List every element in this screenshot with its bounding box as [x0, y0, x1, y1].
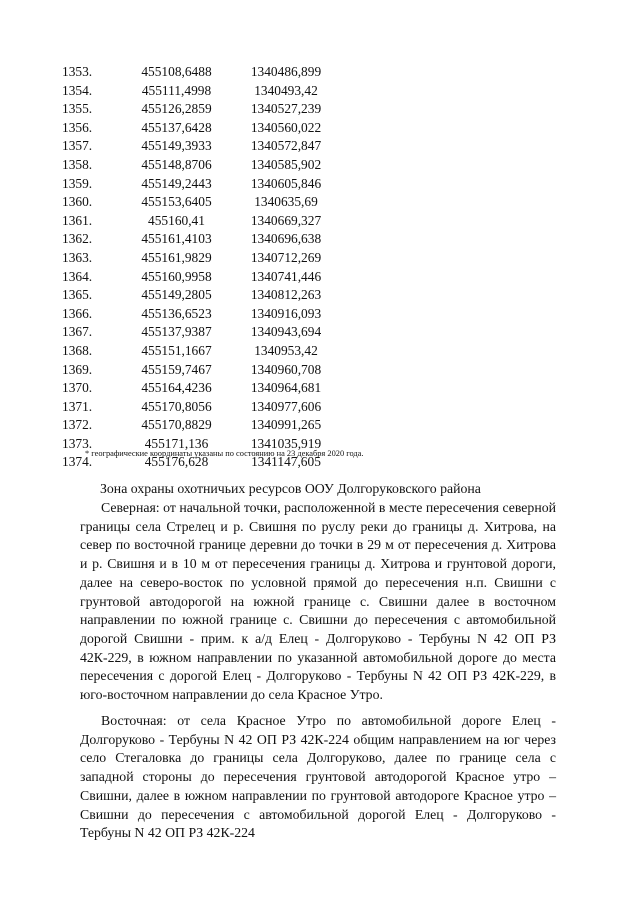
point-number: 1368.: [62, 342, 93, 358]
coordinate-x: 455160,41: [148, 212, 205, 228]
coordinate-x: 455161,4103: [141, 231, 212, 247]
point-number: 1370.: [62, 380, 93, 396]
coordinate-x: 455126,2859: [141, 101, 212, 117]
table-row: [62, 175, 362, 194]
coordinate-y: 1340953,42: [254, 342, 318, 358]
coordinate-y: 1341147,605: [251, 454, 321, 470]
point-number: 1366.: [62, 305, 93, 321]
coordinate-x: 455137,9387: [141, 324, 212, 340]
table-row: [62, 361, 362, 380]
coordinate-y: 1340669,327: [250, 212, 322, 228]
coordinate-y: 1340916,093: [250, 305, 322, 321]
point-number: 1371.: [62, 398, 93, 414]
coordinate-x: 455149,2805: [141, 287, 212, 303]
table-row: [62, 63, 362, 82]
table-row: [62, 323, 362, 342]
coordinate-x: 455170,8056: [141, 398, 212, 414]
coordinate-x: 455111,4998: [141, 82, 212, 98]
coordinate-y: 1340812,263: [250, 287, 322, 303]
coordinate-x: 455151,1667: [141, 342, 212, 358]
footnote: * географические координаты указаны по состоянию на 23 декабря 2020 года.: [85, 449, 364, 458]
table-row: [62, 342, 362, 361]
coordinate-y: 1340977,606: [250, 398, 322, 414]
coordinate-y: 1340560,022: [250, 119, 322, 135]
coordinate-y: 1340943,694: [250, 324, 322, 340]
point-number: 1357.: [62, 138, 93, 154]
coordinate-y: 1340991,265: [250, 417, 322, 433]
table-row: [62, 249, 362, 268]
point-number: 1361.: [62, 212, 93, 228]
point-number: 1355.: [62, 101, 93, 117]
coordinate-x: 455108,6488: [141, 64, 212, 79]
coordinate-y: 1340572,847: [250, 138, 322, 154]
section-title: Зона охраны охотничьих ресурсов ООУ Долгоруковского района: [100, 481, 481, 496]
point-number: 1367.: [62, 324, 93, 340]
coordinate-x: 455137,6428: [141, 119, 212, 135]
point-number: 1369.: [62, 361, 93, 377]
point-number: 1365.: [62, 287, 93, 303]
coordinate-y: 1340605,846: [250, 175, 322, 191]
table-row: [62, 398, 362, 417]
table-row: [62, 193, 362, 212]
point-number: 1373.: [62, 435, 93, 451]
point-number: 1362.: [62, 231, 93, 247]
table-row: [62, 286, 362, 305]
table-row: [62, 416, 362, 435]
coordinate-x: 455161,9829: [141, 249, 212, 265]
point-number: 1360.: [62, 194, 93, 210]
coordinate-y: 1340493,42: [254, 82, 318, 98]
coordinate-y: 1340635,69: [254, 194, 318, 210]
coordinate-x: 455153,6405: [141, 194, 212, 210]
point-number: 1374.: [62, 454, 93, 470]
table-row: [62, 100, 362, 119]
coordinate-x: 455170,8829: [141, 417, 212, 433]
table-row: [62, 268, 362, 287]
coordinate-y: 1340486,899: [250, 64, 322, 79]
coordinate-x: 455159,7467: [141, 361, 212, 377]
coordinate-x: 455164,4236: [141, 380, 212, 396]
point-number: 1364.: [62, 268, 93, 284]
table-row: [62, 379, 362, 398]
coordinate-y: 1340527,239: [250, 101, 322, 117]
table-row: [62, 305, 362, 324]
coordinate-x: 455171,136: [144, 435, 209, 451]
coordinate-y: 1340585,902: [250, 156, 322, 172]
table-row: [62, 156, 362, 175]
coordinate-x: 455176,628: [144, 454, 209, 470]
coordinate-y: 1340960,708: [250, 361, 322, 377]
coordinates-table: [62, 63, 362, 472]
coordinate-x: 455149,3933: [141, 138, 212, 154]
coordinate-x: 455148,8706: [141, 156, 212, 172]
point-number: 1372.: [62, 417, 93, 433]
coordinate-x: 455160,9958: [141, 268, 212, 284]
coordinate-y: 1340964,681: [250, 380, 322, 396]
table-row: [62, 212, 362, 231]
paragraph-north-boundary: Северная: от начальной точки, расположенной в месте пересечения северной границы села Стрелец и р. Свишня по руслу реки до границы д. Хитрова, на север по восточной границе деревни до точки в 29 м от пересечения д. Хитрова и р. Свишня и в 10 м от пересечения границы д. Хитрова и грунтовой дороги, далее на северо-восток по условной прямой до пересечения н.п. Свишни с грунтовой автодорогой на южной границе с. Свишни далее в восточном направлении по южной границе с. Свишни до пересечения с автомобильной дорогой Свишни - прим. к а/д Елец - Долгоруково - Тербуны N 42 ОП РЗ 42К-229, в южном направлении по указанной автомобильной дороге до места пересечения с дорогой Елец - Долгоруково - Тербуны N 42 ОП РЗ 42К-229, в юго-восточном направлении до села Красное Утро.: [80, 500, 556, 703]
point-number: 1353.: [62, 64, 93, 79]
coordinate-y: 1340696,638: [250, 231, 322, 247]
table-row: [62, 230, 362, 249]
coordinate-y: 1341035,919: [250, 435, 322, 451]
point-number: 1354.: [62, 82, 93, 98]
point-number: 1358.: [62, 156, 93, 172]
table-row: [62, 137, 362, 156]
coordinate-x: 455136,6523: [141, 305, 212, 321]
coordinate-y: 1340741,446: [250, 268, 322, 284]
coordinate-x: 455149,2443: [141, 175, 212, 191]
paragraph-east-boundary: Восточная: от села Красное Утро по автомобильной дороге Елец - Долгоруково - Тербуны N 42 ОП РЗ 42К-224 общим направлением на юг через село Стегаловка до границы села Долгоруково, далее по границе села с западной стороны до пересечения грунтовой автодорогой Красное утро – Свишни, далее в южном направлении по грунтовой автодороге Красное утро – Свишни до пересечения с автомобильной дорогой Елец - Долгоруково - Тербуны N 42 ОП РЗ 42К-224: [80, 713, 556, 841]
table-row: [62, 119, 362, 138]
table-row: [62, 82, 362, 101]
point-number: 1359.: [62, 175, 93, 191]
point-number: 1356.: [62, 119, 93, 135]
point-number: 1363.: [62, 249, 93, 265]
coordinate-y: 1340712,269: [250, 249, 322, 265]
